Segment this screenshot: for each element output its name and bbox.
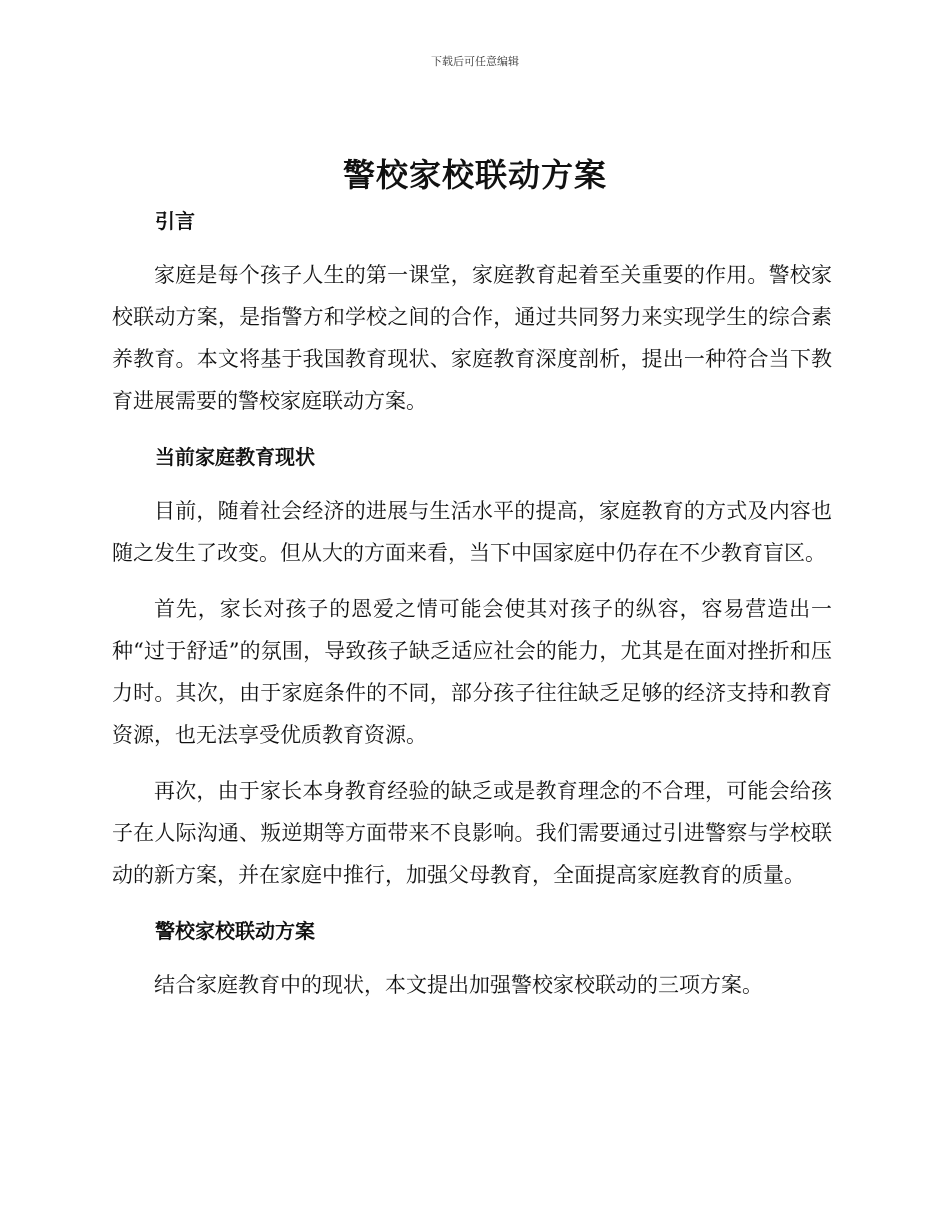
section-heading-plan: 警校家校联动方案 (155, 919, 315, 943)
document-title: 警校家校联动方案 (342, 156, 607, 194)
document-body (112, 200, 832, 1006)
section-heading-intro: 引言 (155, 209, 195, 233)
paragraph: 再次，由于家长本身教育经验的缺乏或是教育理念的不合理，可能会给孩子在人际沟通、叛逆期等方面带来不良影响。我们需要通过引进警察与学校联动的新方案，并在家庭中推行，加强父母教育，全面提高家庭教育的质量。 (112, 779, 832, 887)
paragraph: 家庭是每个孩子人生的第一课堂，家庭教育起着至关重要的作用。警校家校联动方案，是指警方和学校之间的合作，通过共同努力来实现学生的综合素养教育。本文将基于我国教育现状、家庭教育深度剖析，提出一种符合当下教育进展需要的警校家庭联动方案。 (112, 263, 832, 413)
paragraph: 首先，家长对孩子的恩爱之情可能会使其对孩子的纵容，容易营造出一种“过于舒适”的氛围，导致孩子缺乏适应社会的能力，尤其是在面对挫折和压力时。其次，由于家庭条件的不同，部分孩子往往缺乏足够的经济支持和教育资源，也无法享受优质教育资源。 (112, 597, 832, 747)
page-header: 下载后可任意编辑 (431, 55, 519, 68)
section-heading-status: 当前家庭教育现状 (155, 445, 315, 469)
paragraph: 结合家庭教育中的现状，本文提出加强警校家校联动的三项方案。 (154, 973, 763, 997)
paragraph: 目前，随着社会经济的进展与生活水平的提高，家庭教育的方式及内容也随之发生了改变。但从大的方面来看，当下中国家庭中仍存在不少教育盲区。 (112, 499, 832, 565)
